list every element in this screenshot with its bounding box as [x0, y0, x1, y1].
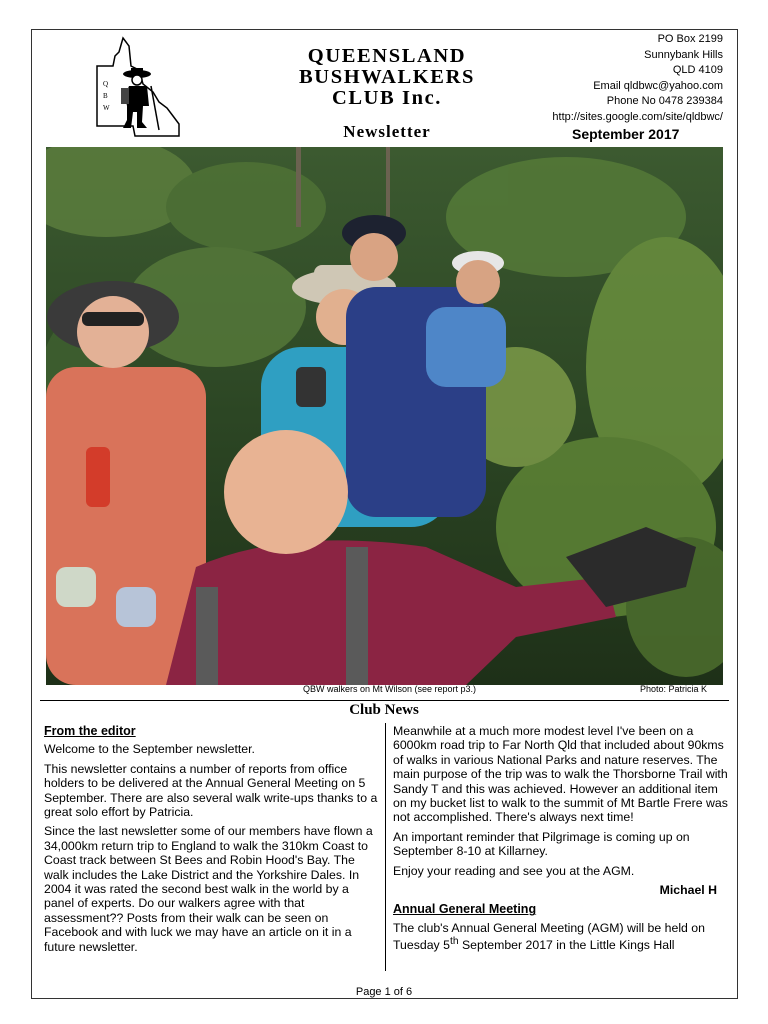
contact-email[interactable]: Email qldbwc@yahoo.com — [593, 79, 723, 92]
cover-photo — [46, 147, 723, 685]
page-number: Page 1 of 6 — [355, 986, 413, 998]
agm-paragraph — [393, 921, 729, 953]
left-column — [44, 724, 380, 959]
club-title — [250, 46, 524, 109]
column-divider — [385, 723, 386, 971]
right-column — [393, 724, 729, 958]
editor-paragraph: An important reminder that Pilgrimage is coming up on September 8-10 at Killarney. — [393, 829, 690, 859]
club-title-line-3: CLUB Inc. — [331, 87, 443, 109]
agm-text-start: The club's Annual General Meeting (AGM) will be held on Tuesday 5 — [393, 920, 705, 953]
logo-letter-b: B — [103, 92, 108, 100]
contact-po-box: PO Box 2199 — [657, 33, 723, 45]
newsletter-label: Newsletter — [343, 122, 431, 141]
editor-heading: From the editor — [44, 724, 136, 738]
contact-block — [552, 32, 723, 126]
editor-paragraph: This newsletter contains a number of reports from office holders to be delivered at the Annual General Meeting on 5 September. There are also several walk write-ups thanks to a great solo effort by Patricia. — [44, 761, 378, 820]
photo-caption: QBW walkers on Mt Wilson (see report p3.) — [303, 684, 477, 694]
club-logo — [95, 36, 183, 140]
logo-letter-q: Q — [103, 80, 109, 88]
contact-suburb: Sunnybank Hills — [644, 48, 723, 61]
contact-state-postcode: QLD 4109 — [672, 64, 723, 77]
club-title-line-1: QUEENSLAND — [307, 45, 467, 67]
club-title-line-2: BUSHWALKERS — [299, 66, 475, 88]
contact-phone: Phone No 0478 239384 — [606, 95, 723, 108]
editor-paragraph: Meanwhile at a much more modest level I've been on a 6000km road trip to Far North Qld that included about 90kms of walks in various National Parks and nature reserves. The main purpose of the trip was to walk the Thorsborne Trail with Sandy T and this was achieved. However an additional item on my bucket list to walk to the summit of Mt Bartle Frere was not accomplished. There's always next time! — [393, 724, 728, 825]
issue-date: September 2017 — [572, 126, 680, 142]
editor-paragraph: Enjoy your reading and see you at the AGM. — [393, 863, 635, 878]
section-divider — [40, 700, 729, 701]
editor-paragraph: Welcome to the September newsletter. — [44, 742, 255, 757]
agm-date-suffix: th — [449, 936, 459, 948]
agm-text-end: September 2017 in the Little Kings Hall — [458, 938, 675, 953]
photo-credit: Photo: Patricia K — [640, 684, 708, 694]
logo-letter-w: W — [103, 104, 110, 112]
editor-signoff: Michael H — [659, 883, 717, 898]
agm-heading: Annual General Meeting — [393, 902, 537, 917]
section-title-club-news: Club News — [349, 702, 419, 718]
contact-website-link[interactable]: http://sites.google.com/site/qldbwc/ — [552, 110, 723, 123]
editor-paragraph: Since the last newsletter some of our members have flown a 34,000km return trip to England to walk the 310km Coast to Coast track between St Bees and Robin Hood's Bay. The walk includes the Lake District and the Yorkshire Dales. In 2004 it was rated the second best walk in the world by a panel of experts. Do our walkers agree with that assessment?? Posts from their walk can be seen on Facebook and with luck we may have an article on it in a future newsletter. — [44, 824, 373, 954]
